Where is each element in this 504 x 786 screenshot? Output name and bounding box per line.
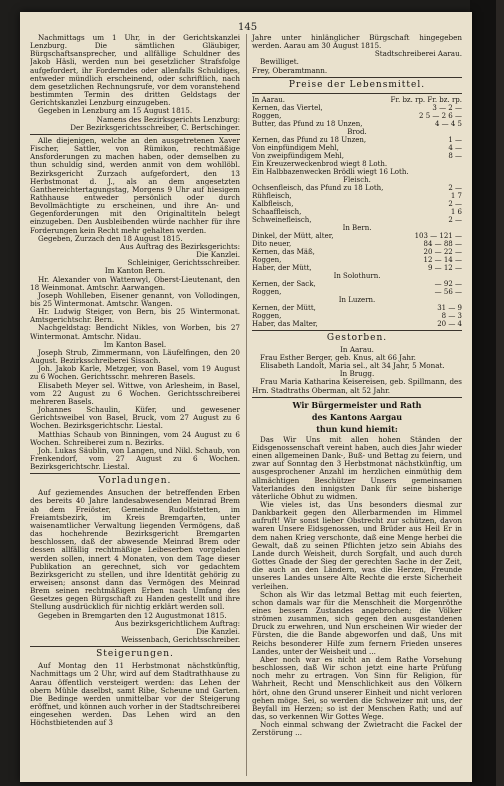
section-bern: Im Kanton Bern. — [104, 266, 166, 276]
price-label: Roggen, — [252, 287, 282, 296]
bern-item: Nachgeldstag: Bendicht Nikles, von Worben, bis 27 Wintermonat. Amtschr. Nidau. — [30, 323, 240, 341]
proclamation-paragraph: Das Wir Uns mit allen hohen Ständen der Eidsgenossenschaft vereint haben, auch dies Jahr wieder einen allgemeinen Dank-, Buß- und Bettag zu feiern, und zwar auf Sonntag den 3 Herbstmonat nächstkünftig, um ausgesprochener Anzahl im herzlichen einmüthig dem allmächtigen Beschützer Unsers gemeinsamen Vaterlandes den innigsten Dank für seine bisherige väterliche Obhut zu widmen. — [252, 434, 462, 501]
steigerung-text: Auf Montag den 11 Herbstmonat nächstkünftig, Nachmittags um 2 Uhr, wird auf dem Stadtrathhause zu Aarau öffentlich versteigert werden: das Lehen der obern Mühle daselbst, samt Ribe, Scheune und Garten. Die Bedinge werden unmittelbar vor der Steigerung eröffnet, und können auch vorher in der Stadtschreiberei eingesehen werden. Das Lehen wird an den Höchstbietenden auf 3 — [30, 661, 240, 728]
price-header — [252, 96, 462, 104]
price-row — [252, 216, 462, 224]
page-number: 145 — [238, 22, 258, 33]
price-row — [252, 232, 462, 240]
subsection-brod: Brod. — [347, 127, 367, 136]
price-label: Dinkel, der Mütt, alter, — [252, 231, 334, 240]
price-value: — 56 — — [434, 287, 462, 296]
price-row — [252, 192, 462, 200]
price-value: 1 6 — [450, 207, 462, 216]
vorladung-text: Auf geziemendes Ansuchen der betreffenden Erben des bereits 40 Jahre landesabwesenden Meinrad Brem ab dem Freiöster, Gemeinde Rudolfstetten, im Freiamtsbezirk, im Kreis Bremgarten, unter waisenamtlicher Verwaltung liegenden Vermögens, daß das hochehrende Bezirksgericht Bremgarten beschlossen, daß der abwesende Meinrad Brem oder dessen allfällig rechtmäßige Leibeserben vorgeladen werden sollen, innert 4 Monaten, von dem Tage dieser Publikation an gerechnet, sich vor gedachtem Bezirksgericht zu stellen, und ihre Identität gehörig zu erweisen; ansonst dann das Vermögen des Meinrad Brem seinen rechtmäßigen Erben nach Umfang des Gesetzes gegen Bürgschaft zu Handen gestellt und ihre Stellung ausdrücklich für nichtig erklärt werden soll. — [30, 488, 240, 612]
heading-vorladungen: Vorladungen. — [98, 476, 172, 487]
price-row — [252, 168, 462, 176]
price-label: Von zweipfündigem Mehl, — [252, 151, 344, 160]
price-row — [252, 304, 462, 312]
region-label-aarau: In Aarau. — [252, 95, 285, 104]
col-head: bz. — [439, 95, 450, 104]
price-value: 2 5 — 2 6 — — [419, 111, 462, 120]
book-spine — [496, 0, 504, 786]
basel-item: Joh. Jakob Karle, Metzger, von Basel, vom 19 August zu 6 Wochen. Gerichtsschr. mehreren Basels. — [30, 364, 240, 382]
proclamation-paragraph: Schon als Wir das letzmal Bettag mit euch feierten, schon damals war für die Menschheit die Morgenröthe eines bessern Zustandes angebrochen; die Völker strömen zusammen, sich gegen den ausgestandenen Druck zu erwehren, und Nun erscheinen Wir wieder der Fürsten, die die Bande abgeworfen und daß, Uns mit Reichs besonderer Hilfe zum fernern Frieden unseres Landes, unter der Weisheit und ... — [252, 589, 462, 656]
price-value: 1 7 — [450, 191, 462, 200]
bern-item: Hr. Alexander von Wattenwyl, Oberst-Lieutenant, den 18 Weinmonat. Amtschr. Aarwangen. — [30, 274, 240, 292]
price-value: 12 — 14 — — [423, 255, 462, 264]
section-basel: Im Kanton Basel. — [103, 339, 167, 349]
rule — [252, 330, 462, 331]
bewilligt-text: Frey, Oberamtmann. — [252, 65, 328, 75]
price-value: 8 — 3 — [441, 311, 462, 320]
proclamation-paragraph: Noch einmal schwang der Zwietracht die Fackel der Zerstörung ... — [252, 720, 462, 738]
price-label: Kernen, das Mäß, — [252, 247, 315, 256]
col-head: Fr. — [390, 95, 401, 104]
price-label: Butter, das Pfund zu 18 Unzen, — [252, 119, 363, 128]
death-notice: Frau Esther Berger, geb. Knus, alt 66 Jahr. — [260, 352, 416, 362]
price-row — [252, 104, 462, 112]
price-value: 9 — 12 — — [427, 263, 462, 272]
price-row — [252, 280, 462, 288]
price-value: 20 — 4 — [437, 319, 462, 328]
price-row — [252, 112, 462, 120]
left-column — [30, 34, 240, 728]
bern-item: Hr. Ludwig Steiger, von Bern, bis 25 Wintermonat. Amtsgerichtschr. Bern. — [30, 307, 240, 325]
heading-steigerungen: Steigerungen. — [96, 649, 174, 660]
notice-lenzburg-sig2: Der Bezirksgerichtsschreiber, C. Bertschinger. — [70, 122, 240, 132]
notice-lenzburg: Nachmittags um 1 Uhr, in der Gerichtskanzlei Lenzburg. Die sämtlichen Gläubiger, Bürgschaftsansprecher, und allfällige Schuldner des Jakob Häsli, werden nun bei gesetzlicher Strafsfolge aufgefordert, ihr Forderndes oder allenfalls Schuldiges, entweder mündlich erscheinend, oder schriftlich, nach dem gesetzlichen Rechnungsrufe, vor dem voranstehend bestimmten Termin des dritten Geldstags der Gerichtskanzlei Lenzburg einzugeben. — [30, 33, 240, 108]
price-value: 1 — — [448, 135, 462, 144]
price-label: Kernen, der Sack, — [252, 279, 316, 288]
bewilligt-label: Bewilliget. — [260, 57, 299, 67]
rule — [252, 397, 462, 398]
death-notice: Frau Maria Katharina Keisereisen, geb. Spillmann, des Hrn. Stadtraths Oberman, alt 52 Jahr. — [252, 377, 462, 395]
price-value: 2 — — [448, 215, 462, 224]
price-label: Dito neuer, — [252, 239, 292, 248]
death-notice: Elisabeth Landolt, Maria sel., alt 34 Jahr, 5 Monat. — [260, 361, 445, 371]
col-head: rp. — [451, 95, 462, 104]
notice-aarau: Jahre unter hinlänglicher Bürgschaft hingegeben werden. Aarau am 30 August 1815. — [252, 33, 462, 51]
proclamation-title: Wir Bürgermeister und Rath — [292, 399, 422, 410]
notice-lenzburg-sig1: Namens des Bezirksgerichts Lenzburg: — [96, 114, 240, 124]
heading-gestorben: Gestorben. — [326, 332, 388, 343]
basel-item: Joh. Lukas Säublin, von Langen, und Nikl. Schaub, von Frenkendorf, vom 27 August zu 6 Wochen. Bezirksgerichtschr. Liestal. — [30, 445, 240, 472]
region-label-luzern: In Luzern. — [338, 295, 376, 304]
price-value: 31 — 9 — [437, 303, 462, 312]
subsection-fleisch: Fleisch. — [343, 175, 371, 184]
notice-lenzburg-date: Gegeben in Lenzburg am 15 August 1815. — [38, 106, 193, 116]
newspaper-page — [20, 12, 472, 782]
rule — [252, 93, 462, 94]
price-label: Schaaffleisch, — [252, 207, 302, 216]
region-label-solothurn: In Solothurn. — [333, 271, 381, 280]
gest-brugg-label: In Brugg. — [339, 369, 375, 379]
notice-zurzach-sig1: Aus Auftrag des Bezirksgerichts: — [120, 241, 240, 251]
price-row — [252, 240, 462, 248]
price-row — [252, 256, 462, 264]
price-row — [252, 208, 462, 216]
rule — [30, 473, 240, 474]
price-value: — 92 — — [434, 279, 462, 288]
price-label: Von einpfündigem Mehl, — [252, 143, 339, 152]
price-label: Ein Halbbazenwecken Brödli wiegt 16 Loth. — [252, 167, 409, 176]
rule — [30, 134, 240, 135]
notice-zurzach: Alle diejenigen, welche an den ausgetretenen Xaver Fischer, Sattler, von Rümikon, rechtmäßige Ansforderungen zu machen haben, oder demselben zu thun schuldig sind, werden anmit von dem wohllöbl. Bezirksgericht Zurzach aufgefordert, den 13 Herbstmonat d. J., als an dem angesetzten Ganthereichtertagungstag, Morgens 9 Uhr auf hiesigem Rathhause entweder persönlich oder durch Bevollmächtigte zu erscheinen, und ihre An- und Gegenforderungen mit den Originaltiteln belegt einzugeben. Den Ausbleibenden würde nachher für ihre Forderungen kein Recht mehr gehalten werden. — [30, 135, 240, 235]
price-row — [252, 264, 462, 272]
col-head: Fr. — [427, 95, 438, 104]
basel-item: Joseph Strub, Zimmermann, von Läufelfingen, den 20 August. Bezirksschreiberei Sissach. — [30, 347, 240, 366]
vorladung-sig3: Weissenbach, Gerichtsschreiber. — [121, 635, 240, 645]
price-label: Kernen, der Mütt, — [252, 303, 316, 312]
price-label: Haber, der Mütt, — [252, 263, 312, 272]
vorladung-sig1: Aus bezirksgerichtlichem Auftrag: — [114, 618, 240, 628]
price-row — [252, 288, 462, 296]
price-value: 3 — 2 — — [432, 103, 462, 112]
price-label: Roggen, — [252, 311, 282, 320]
proclamation-paragraph: Aber noch war es nicht an dem Rathe Vorsehung beschlossen, daß Wir schon jetzt eine harte Prüfung noch mehr zu ertragen. Von Sinn für Religion, für Wahrheit, Recht und Menschlichkeit aus den Völkern hört, ohne den Grund unserer Einheit und nicht verloren gehen möge. Sei, so werden die Schweizer mit uns, der Beyfall im Herzen; so ist der Menschen Rath; und auf das, so verkennen Wir Gottes Wege. — [252, 654, 462, 722]
price-label: Kalbfleisch, — [252, 199, 294, 208]
price-row — [252, 120, 462, 128]
price-label: Roggen, — [252, 255, 282, 264]
price-label: Haber, das Malter, — [252, 319, 318, 328]
price-value: 84 — 88 — — [423, 239, 462, 248]
price-label: Roggen, — [252, 111, 282, 120]
basel-item: Johannes Schaulin, Küfer, und gewesener Gerichtsweibel von Basel, Bruck, vom 27 August zu 6 Wochen. Bezirksgerichtschr. Liestal. — [30, 405, 240, 431]
region-label-bern: In Bern. — [342, 223, 372, 232]
basel-item: Elisabeth Meyer sel. Wittwe, von Arlesheim, in Basel, vom 22 August zu 6 Wochen. Gerichtsschreiberei mehreren Basels. — [30, 380, 240, 406]
price-row — [252, 248, 462, 256]
right-column — [252, 34, 462, 738]
price-label: Schweinefleisch, — [252, 215, 312, 224]
price-row — [252, 152, 462, 160]
price-row — [252, 160, 462, 168]
vorladung-date: Gegeben in Bremgarten den 12 Augustmonat 1815. — [38, 610, 227, 620]
notice-aarau-sig: Stadtschreiberei Aarau. — [374, 49, 462, 59]
price-row — [252, 312, 462, 320]
column-divider — [246, 34, 247, 776]
vorladung-sig2: Die Kanzlei. — [196, 626, 240, 636]
basel-item: Matthias Schaub von Binningen, vom 24 August zu 6 Wochen. Schreiberei zum n. Bezirks. — [30, 429, 240, 447]
proclamation-subtitle2: thun kund hiemit: — [316, 423, 398, 434]
price-value: 2 — — [448, 183, 462, 192]
price-value: 103 — 121 — — [414, 231, 462, 240]
notice-zurzach-sig3: Schleiniger, Gerichtsschreiber. — [127, 258, 240, 268]
price-table — [252, 96, 462, 328]
rule — [252, 77, 462, 78]
price-value: 4 — 4 5 — [434, 119, 462, 128]
price-label: Rühfleisch, — [252, 191, 292, 200]
notice-zurzach-date: Gegeben, Zurzach den 18 August 1815. — [38, 233, 183, 243]
price-row — [252, 320, 462, 328]
gest-aarau-label: In Aarau. — [340, 344, 374, 354]
proclamation-paragraph: Wie vieles ist, das Uns besonders diesmal zur Dankbarkeit gegen den Allerbarmenden im Himmel aufruft! Wir sonst lieber Obstrecht zur schützen, davon waren Unsere Eidsgenossen, und Brüder aus Heil Er in dem nahen Krieg verschonte, daß eine Menge herbei die Gewalt, daß zu seinen Pflichten jetzo sein Abiahs des Lande durch Weisheit, durch Sorgfalt, und auch durch Gottes Gnade der Sieg der gerechten Sache in der Zeit, die auch an den Ländern, was die Herzen, Freunde unseres Landes unsere Alte Rechte die erste Sicherheit verleihen. — [252, 499, 462, 591]
price-row — [252, 200, 462, 208]
price-label: Kernen, das Pfund zu 18 Unzen, — [252, 135, 367, 144]
heading-preise: Preise der Lebensmittel. — [288, 79, 426, 90]
notice-zurzach-sig2: Die Kanzlei. — [196, 250, 240, 260]
rule — [30, 646, 240, 647]
price-value: 20 — 22 — — [423, 247, 462, 256]
bern-item: Joseph Wohlleben, Eisener genannt, von Vollodingen, bis 25 Wintermonat. Amtschr. Wangen. — [30, 290, 240, 308]
price-row — [252, 136, 462, 144]
price-label: Ochsenfleisch, das Pfund zu 18 Loth, — [252, 183, 384, 192]
price-value: 4 — — [448, 143, 462, 152]
price-label: Kernen, das Viertel, — [252, 103, 323, 112]
col-head: rp. — [415, 95, 426, 104]
price-label: Ein Kreuzerweckenbrod wiegt 8 Loth. — [252, 159, 388, 168]
col-head: bz. — [402, 95, 413, 104]
price-value: 8 — — [448, 151, 462, 160]
price-value: 2 — — [448, 199, 462, 208]
proclamation-subtitle: des Kantons Aargau — [311, 411, 403, 422]
price-row — [252, 184, 462, 192]
price-row — [252, 144, 462, 152]
